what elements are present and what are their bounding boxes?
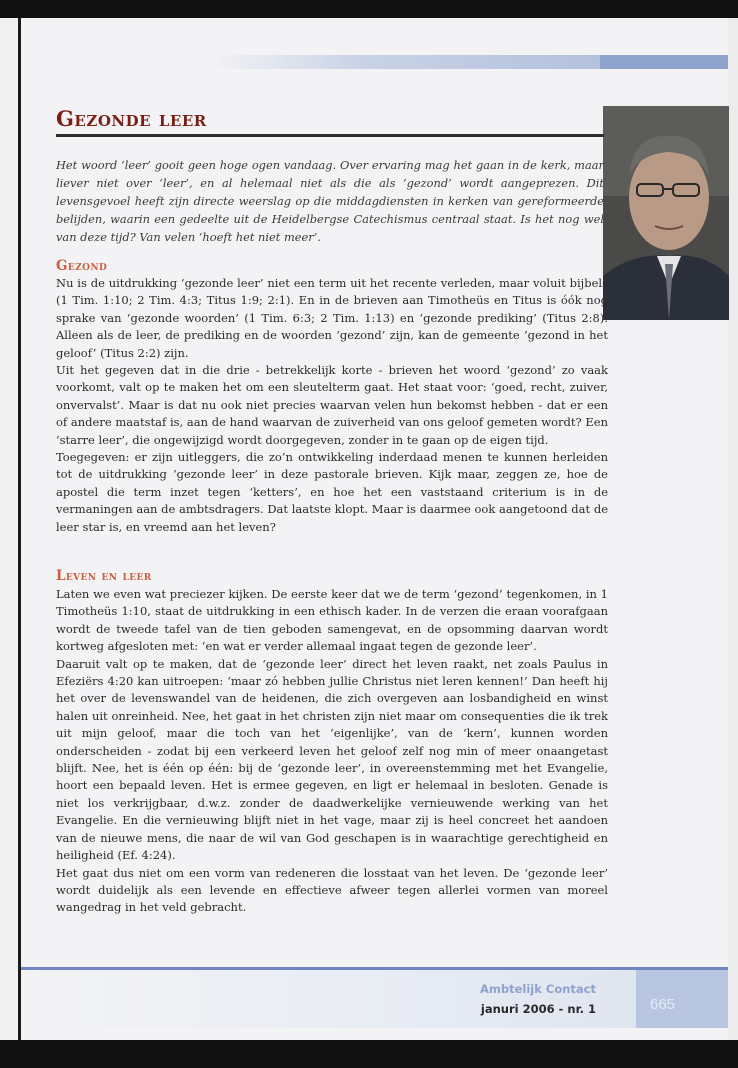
scan-border-bottom [0, 1040, 738, 1068]
scan-border-left [0, 18, 21, 1040]
footer-band [21, 970, 728, 1028]
scan-border-top [0, 0, 738, 18]
article-title: Gezonde leer [56, 106, 207, 131]
paragraph: Het gaat dus niet om een vorm van redeneren die losstaat van het leven. De ‘gezonde leer’ wordt duidelijk als een levende en effectieve afweer tegen allerlei vormen van moreel wangedrag in het veld gebracht. [56, 865, 608, 915]
title-divider [56, 134, 604, 137]
issue-date: januri 2006 - nr. 1 [480, 1002, 596, 1016]
paragraph: Laten we even wat preciezer kijken. De eerste keer dat we de term ‘gezond’ tegenkomen, in 1 Timotheüs 1:10, staat de uitdrukking in een ethisch kader. In de verzen die eraan voorafgaan wordt de tweede tafel van de tien geboden samengevat, en de opsomming daarvan wordt kortweg afgesloten met: ‘en wat er verder allemaal ingaat tegen de gezonde leer’. [56, 587, 608, 654]
journal-name: Ambtelijk Contact [480, 982, 596, 996]
header-stripe-accent [600, 55, 728, 69]
paragraph: Daaruit valt op te maken, dat de ‘gezonde leer’ direct het leven raakt, net zoals Paulus in Efeziërs 4:20 kan uitroepen: ‘maar zó hebben jullie Christus niet leren kennen!’ Dan heeft hij het over de levenswandel van de heidenen, die zich overgeven aan losbandigheid en winst halen uit onreinheid. Nee, het gaat in het christen zijn niet maar om consequenties die ik trek uit mijn geloof, maar die toch van het ‘eigenlijke’, van de ‘kern’, kunnen worden onderscheiden - zodat bij een verkeerd leven het geloof zelf nog min of meer onaangetast blijft. Nee, het is één op één: bij de ‘gezonde leer’, in overeenstemming met het Evangelie, hoort een bepaald leven. Het is ermee gegeven, en ligt er helemaal in besloten. Genade is niet los verkrijgbaar, d.w.z. zonder de daadwerkelijke vernieuwende werking van het Evangelie. En die vernieuwing blijft niet in het vage, maar zij is heel concreet het aandoen van de nieuwe mens, die naar de wil van God geschapen is in waarachtige gerechtigheid en heiligheid (Ef. 4:24). [56, 656, 608, 863]
article-intro: Het woord ‘leer’ gooit geen hoge ogen vandaag. Over ervaring mag het gaan in de kerk, maar liever niet over ‘leer’, en al helemaal niet als die als ‘gezond’ wordt aangeprezen. Dit levensgevoel heeft zijn directe weerslag op die middagdiensten in kerken van gereformeerde belijden, waarin een gedeelte uit de Heidelbergse Catechismus centraal staat. Is het nog wel van deze tijd? Van velen ‘hoeft het niet meer’. [56, 158, 604, 244]
paragraph: Toegegeven: er zijn uitleggers, die zo’n ontwikkeling inderdaad menen te kunnen herleiden tot de uitdrukking ‘gezonde leer’ in deze pastorale brieven. Kijk maar, zeggen ze, hoe de apostel die term inzet tegen ‘ketters’, en hoe het een vaststaand criterium is in de vermaningen aan de ambtsdragers. Dat laatste klopt. Maar is daarmee ook aangetoond dat de leer star is, en vreemd aan het leven? [56, 450, 608, 534]
scan-border-right [728, 18, 738, 1040]
section-heading-leven-en-leer: Leven en leer [56, 568, 152, 584]
author-photo [603, 106, 729, 320]
paragraph: Uit het gegeven dat in die drie - betrekkelijk korte - brieven het woord ‘gezond’ zo vaak voorkomt, valt op te maken het om een sleutelterm gaat. Het staat voor: ‘goed, recht, zuiver, onvervalst’. Maar is dat nu ook niet precies waarvan velen hun bekomst hebben - dat er een of andere maatstaf is, aan de hand waarvan de zuiverheid van ons geloof gemeten wordt? Een ‘starre leer’, die ongewijzigd wordt doorgegeven, zonder in te gaan op de eigen tijd. [56, 363, 608, 447]
section-heading-gezond: Gezond [56, 258, 108, 274]
section-body-leven-en-leer [56, 586, 608, 917]
section-body-gezond [56, 275, 608, 536]
page-number: 665 [650, 996, 676, 1013]
paragraph: Nu is de uitdrukking ‘gezonde leer’ niet een term uit het recente verleden, maar voluit bijbels (1 Tim. 1:10; 2 Tim. 4:3; Titus 1:9; 2:1). En in de brieven aan Timotheüs en Titus is óók nog sprake van ‘gezonde woorden’ (1 Tim. 6:3; 2 Tim. 1:13) en ‘gezonde prediking’ (Titus 2:8). Alleen als de leer, de prediking en de woorden ‘gezond’ zijn, kan de gemeente ‘gezond in het geloof’ (Titus 2:2) zijn. [56, 276, 608, 360]
